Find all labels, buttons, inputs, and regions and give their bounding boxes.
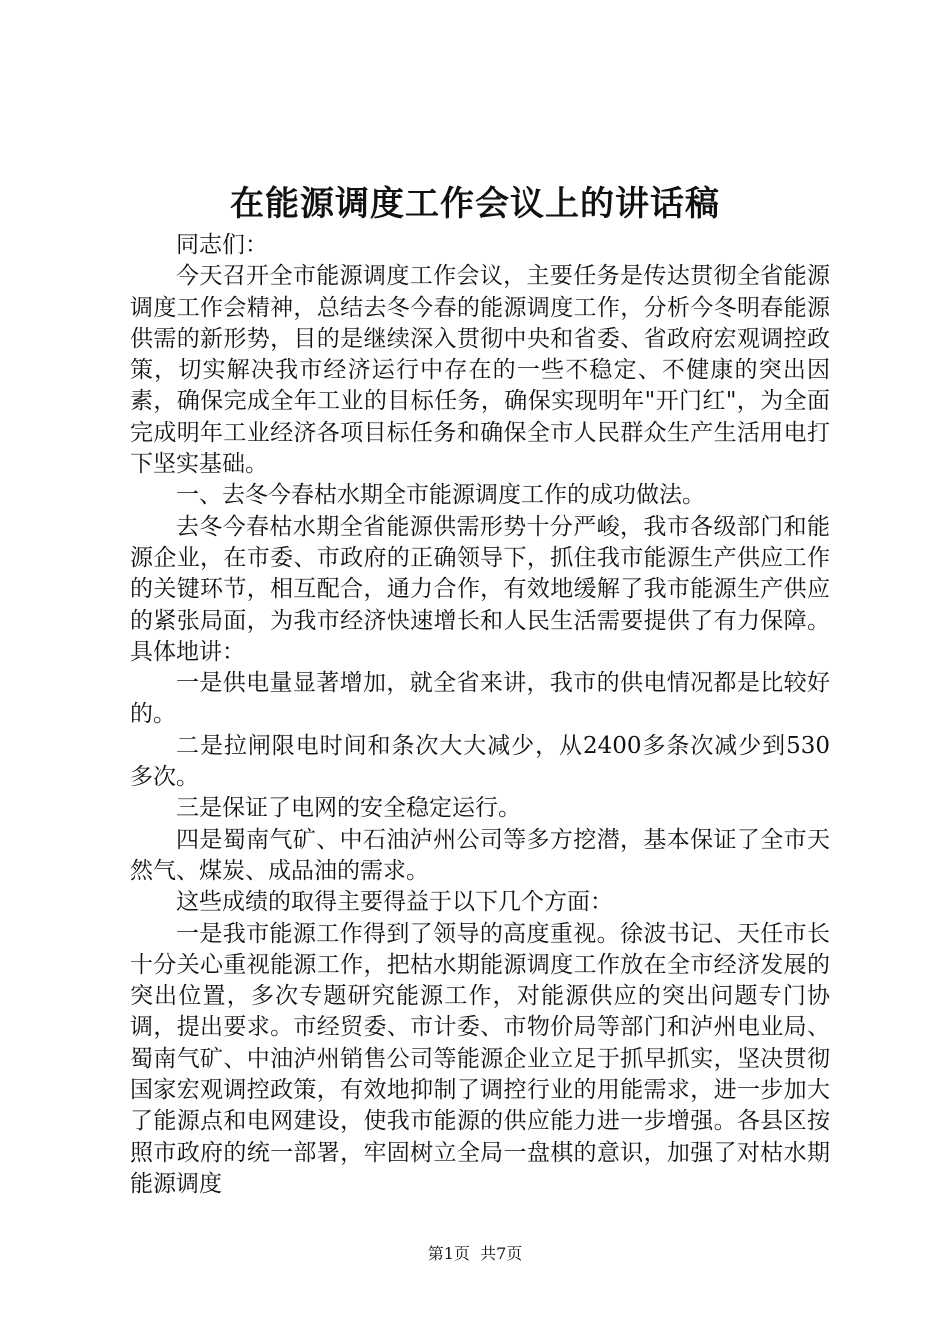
paragraph: 去冬今春枯水期全省能源供需形势十分严峻，我市各级部门和能源企业，在市委、市政府的正确领导下，抓住我市能源生产供应工作的关键环节，相互配合，通力合作，有效地缓解了我市能源生产供应的紧张局面，为我市经济快速增长和人民生活需要提供了有力保障。具体地讲： [130,513,830,665]
paragraph: 三是保证了电网的安全稳定运行。 [176,795,521,822]
section-heading-1: 一、去冬今春枯水期全市能源调度工作的成功做法。 [176,482,705,509]
paragraph: 四是蜀南气矿、中石油泸州公司等多方挖潜，基本保证了全市天然气、煤炭、成品油的需求。 [130,826,830,884]
page-footer [0,1242,950,1266]
page-number: 第1页 [427,1244,470,1263]
paragraph: 二是拉闸限电时间和条次大大减少，从2400多条次减少到530多次。 [130,732,830,791]
paragraph: 一是我市能源工作得到了领导的高度重视。徐波书记、天任市长十分关心重视能源工作，把枯水期能源调度工作放在全市经济发展的突出位置，多次专题研究能源工作，对能源供应的突出问题专门协调，提出要求。市经贸委、市计委、市物价局等部门和泸州电业局、蜀南气矿、中油泸州销售公司等能源企业立足于抓早抓实，坚决贯彻国家宏观调控政策，有效地抑制了调控行业的用能需求，进一步加大了能源点和电网建设，使我市能源的供应能力进一步增强。各县区按照市政府的统一部署，牢固树立全局一盘棋的意识，加强了对枯水期能源调度 [130,920,830,1197]
paragraph-salutation: 同志们： [176,232,268,258]
document-title: 在能源调度工作会议上的讲话稿 [230,184,720,224]
paragraph: 这些成绩的取得主要得益于以下几个方面： [176,889,613,916]
page-total: 共7页 [480,1244,523,1263]
paragraph-intro: 今天召开全市能源调度工作会议，主要任务是传达贯彻全省能源调度工作会精神，总结去冬今春的能源调度工作，分析今冬明春能源供需的新形势，目的是继续深入贯彻中央和省委、省政府宏观调控政策，切实解决我市经济运行中存在的一些不稳定、不健康的突出因素，确保完成全年工业的目标任务，确保实现明年"开门红"，为全面完成明年工业经济各项目标任务和确保全市人民群众生产生活用电打下坚实基础。 [130,263,830,478]
document-body [130,230,830,1200]
paragraph: 一是供电量显著增加，就全省来讲，我市的供电情况都是比较好的。 [130,670,830,728]
